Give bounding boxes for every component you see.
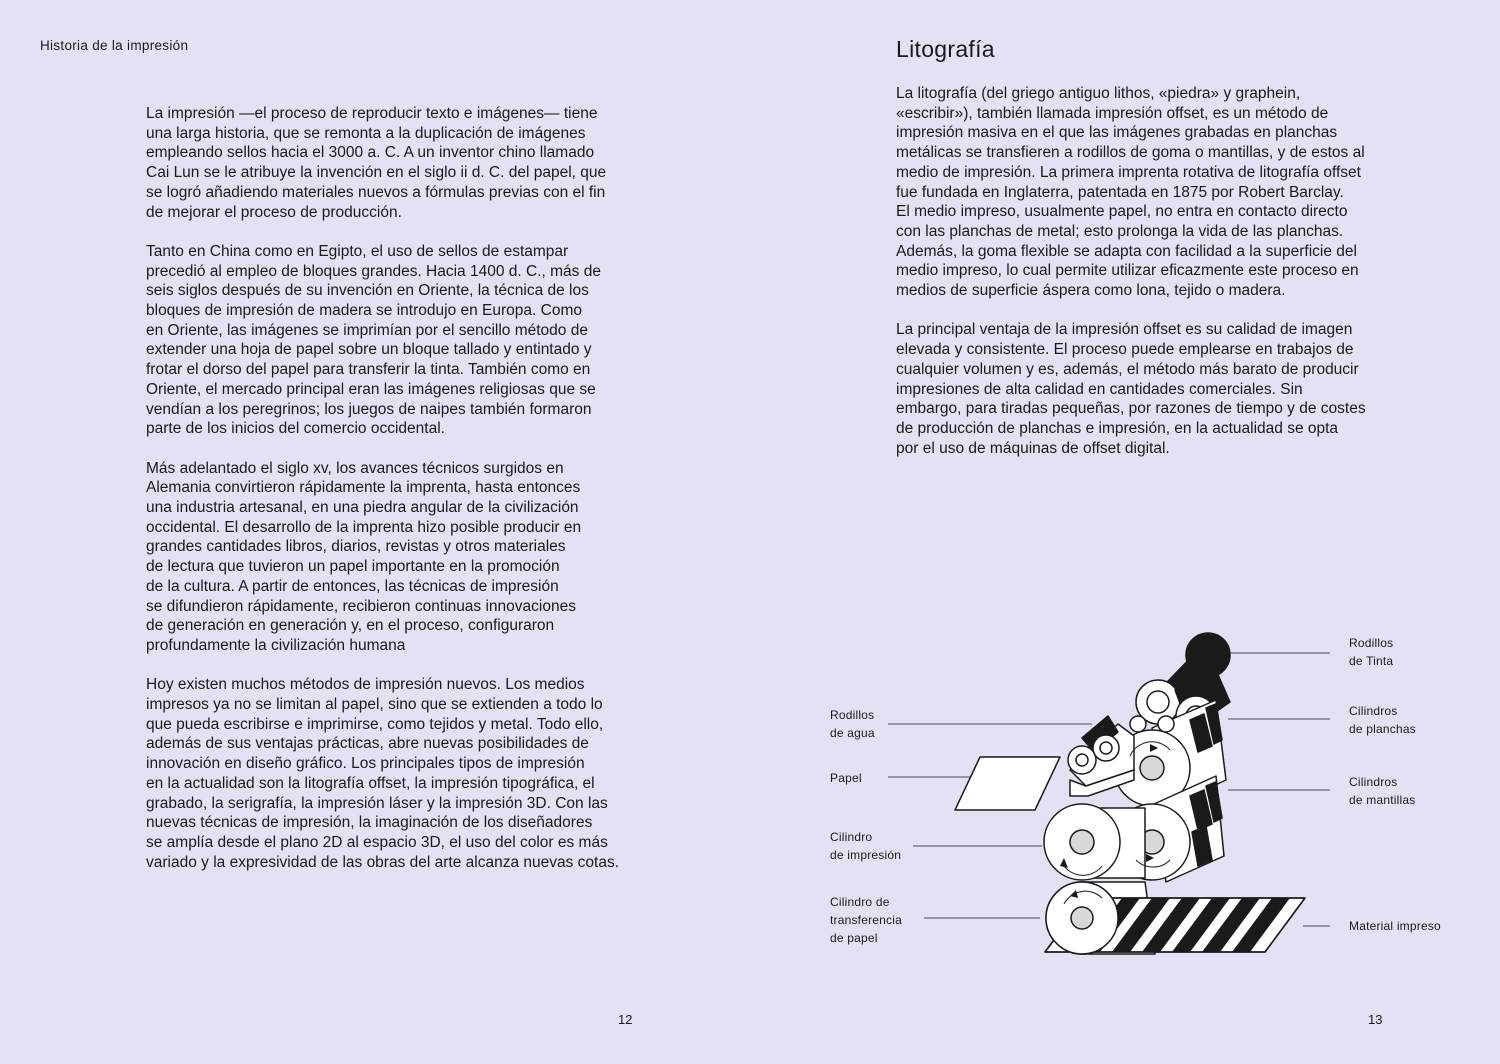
paragraph: Tanto en China como en Egipto, el uso de sellos de estampar precedió al empleo de bloques grandes. Hacia 1400 d. C., más de seis siglos después de su invención en Oriente, la técnica de los bloques de impresión de madera se introdujo en Europa. Como en Oriente, las imágenes se imprimían por el sencillo método de extender una hoja de papel sobre un bloque tallado y entintado y frotar el dorso del papel para transferir la tinta. También como en Oriente, el mercado principal eran las imágenes religiosas que se vendían a los peregrinos; los juegos de naipes también formaron parte de los inicios del comercio occidental. bbox=[146, 242, 601, 438]
left-body-text bbox=[146, 104, 686, 892]
label-ink-rollers: Rodillos de Tinta bbox=[1349, 636, 1394, 668]
label-paper-transfer-cylinder: Cilindro de transferencia de papel bbox=[830, 895, 902, 945]
label-paper: Papel bbox=[830, 771, 862, 785]
section-title: Litografía bbox=[896, 36, 995, 62]
paragraph: La impresión —el proceso de reproducir texto e imágenes— tiene una larga historia, que se remonta a la duplicación de imágenes empleando sellos hacia el 3000 a. C. A un inventor chino llamado Cai Lun se le atribuye la invención en el siglo ii d. C. del papel, que se logró añadiendo materiales nuevos a fórmulas previas con el fin de mejorar el proceso de producción. bbox=[146, 105, 607, 221]
label-impression-cylinder: Cilindro de impresión bbox=[830, 830, 902, 862]
page-number-right: 13 bbox=[1368, 1012, 1383, 1027]
page-number-left: 12 bbox=[618, 1012, 633, 1027]
impression-cylinder bbox=[1044, 804, 1145, 880]
paper-sheet bbox=[955, 757, 1060, 810]
label-printed-material: Material impreso bbox=[1349, 919, 1441, 933]
paragraph: Más adelantado el siglo xv, los avances técnicos surgidos en Alemania convirtieron rápidamente la imprenta, hasta entonces una industria artesanal, en una piedra angular de la civilización occidental. El desarrollo de la imprenta hizo posible producir en grandes cantidades libros, diarios, revistas y otros materiales de lectura que tuvieron un papel importante en la promoción de la cultura. A partir de entonces, las técnicas de impresión se difundieron rápidamente, recibieron continuas innovaciones de generación en generación y, en el proceso, configuraron profundamente la civilización humana bbox=[146, 459, 582, 654]
water-rollers bbox=[1068, 716, 1134, 796]
paragraph: Hoy existen muchos métodos de impresión nuevos. Los medios impresos ya no se limitan al papel, sino que se extienden a todo lo que pueda escribirse e imprimirse, como tejidos y metal. Todo ello, además de sus ventajas prácticas, abre nuevas posibilidades de innovación en diseño gráfico. Los principales tipos de impresión en la actualidad son la litografía offset, la impresión tipográfica, el grabado, la serigrafía, la impresión láser y la impresión 3D. Con las nuevas técnicas de impresión, la imaginación de los diseñadores se amplía desde el plano 2D al espacio 3D, el uso del color es más variado y la expresividad de las obras del arte alcanza nuevas cotas. bbox=[146, 676, 620, 871]
paragraph: La principal ventaja de la impresión offset es su calidad de imagen elevada y consistente. El proceso puede emplearse en trabajos de cualquier volumen y es, además, el método más barato de producir impresiones de alta calidad en cantidades comerciales. Sin embargo, para tiradas pequeñas, por razones de tiempo y de costes de producción de planchas e impresión, en la actualidad se opta por el uso de máquinas de offset digital. bbox=[896, 321, 1366, 457]
label-water-rollers: Rodillos de agua bbox=[830, 708, 875, 740]
paragraph: La litografía (del griego antiguo lithos, «piedra» y graphein, «escribir»), también llamada impresión offset, es un método de impresión masiva en el que las imágenes grabadas en planchas metálicas se transfieren a rodillos de goma o mantillas, y de estos al medio de impresión. La primera imprenta rotativa de litografía offset fue fundada en Inglaterra, patentada en 1875 por Robert Barclay. El medio impreso, usualmente papel, no entra en contacto directo con las planchas de metal; esto prolonga la vida de las planchas. Además, la goma flexible se adapta con facilidad a la superficie del medio impreso, lo cual permite utilizar eficazmente este proceso en medios de superficie áspera como lona, tejido o madera. bbox=[896, 85, 1365, 300]
running-head: Historia de la impresión bbox=[40, 38, 189, 53]
label-plate-cylinders: Cilindros de planchas bbox=[1349, 704, 1416, 736]
printed-material bbox=[1045, 882, 1305, 954]
label-blanket-cylinders: Cilindros de mantillas bbox=[1349, 775, 1416, 807]
right-page bbox=[750, 0, 1500, 1064]
right-body-text bbox=[896, 84, 1436, 478]
offset-press-diagram bbox=[750, 620, 1500, 980]
